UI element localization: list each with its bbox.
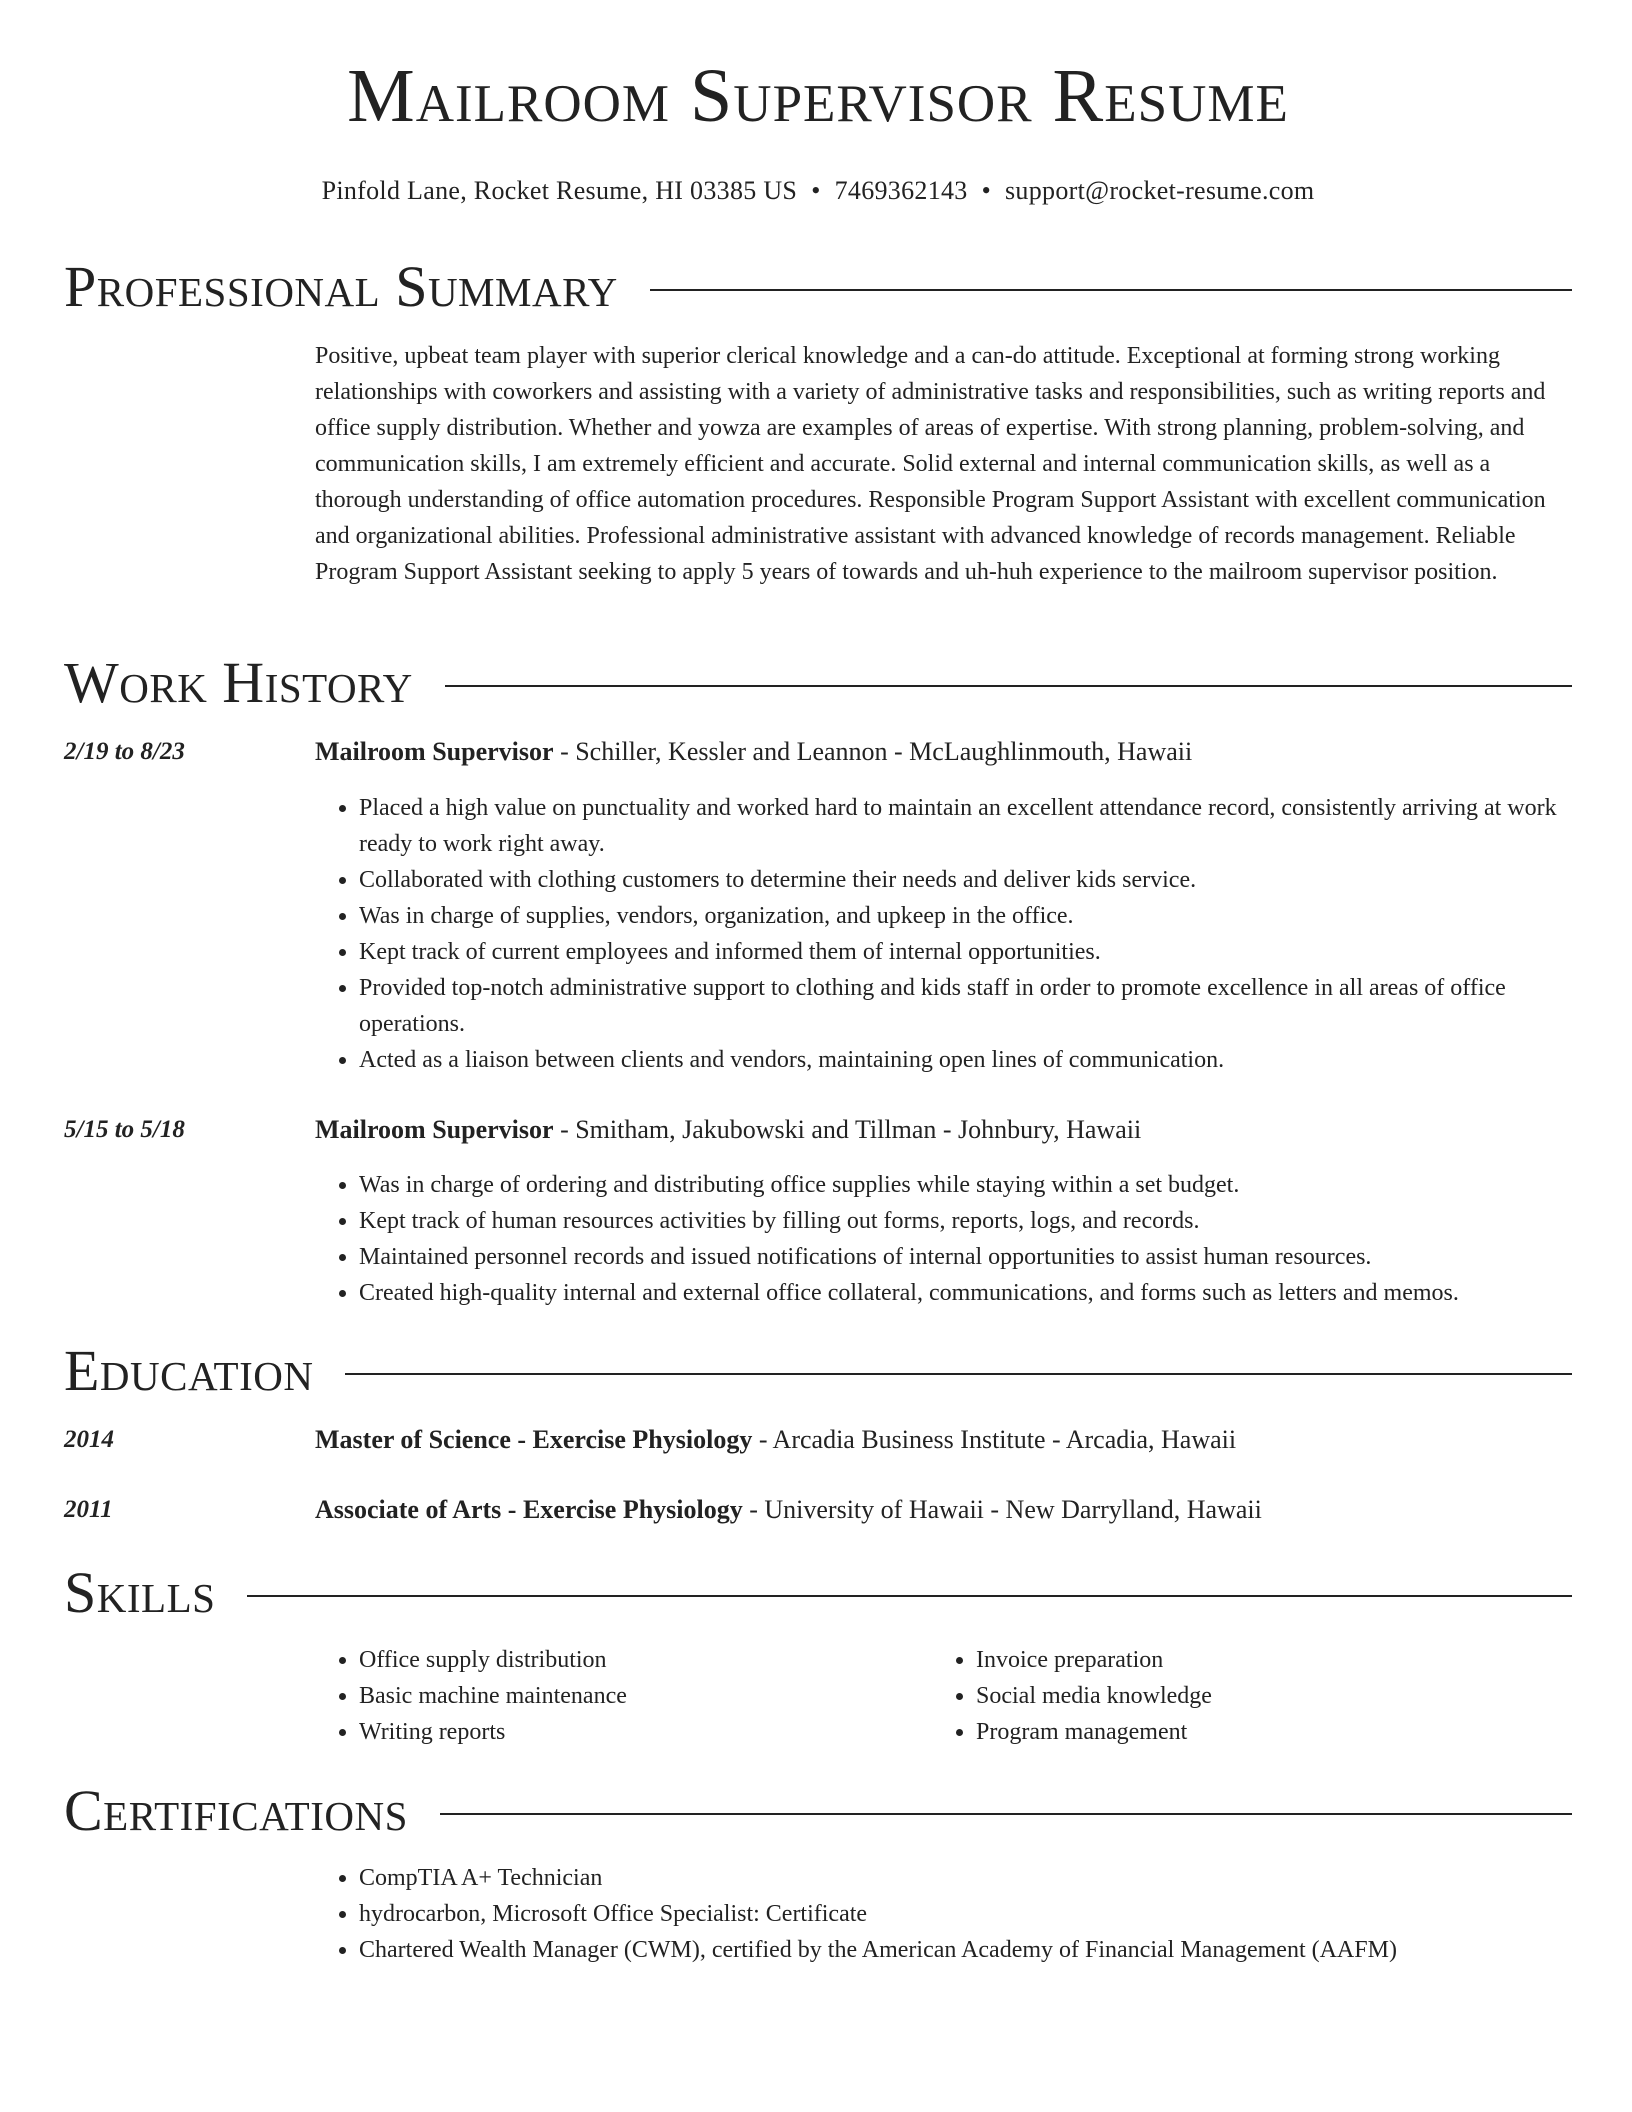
skills-list-right — [932, 1642, 1536, 1750]
job-dates: 5/15 to 5/18 — [64, 1116, 185, 1143]
education-entry — [315, 1425, 1236, 1455]
skill-item: • Office supply distribution — [359, 1642, 919, 1678]
certifications-heading: Certifications — [64, 1778, 408, 1843]
job-employer: - Schiller, Kessler and Leannon - McLaughlinmouth, Hawaii — [553, 737, 1193, 766]
skills-heading: Skills — [64, 1560, 216, 1625]
skills-section-header — [64, 1560, 1572, 1625]
certification-item: • Chartered Wealth Manager (CWM), certified by the American Academy of Financial Management (AAFM) — [359, 1932, 1572, 1968]
education-heading: Education — [64, 1338, 314, 1403]
education-school: - Arcadia Business Institute - Arcadia, Hawaii — [752, 1425, 1237, 1454]
list-item: • Kept track of current employees and informed them of internal opportunities. — [359, 934, 1572, 970]
skill-item: • Social media knowledge — [976, 1678, 1536, 1714]
summary-text: Positive, upbeat team player with superior clerical knowledge and a can-do attitude. Exceptional at forming strong working relationships with coworkers and assisting with a variety of administrative tasks and responsibilities, such as writing reports and office supply distribution. Whether and yowza are examples of areas of expertise. With strong planning, problem-solving, and communication skills, I am extremely efficient and accurate. Solid external and internal communication skills, as well as a thorough understanding of office automation procedures. Responsible Program Support Assistant with excellent communication and organizational abilities. Professional administrative assistant with advanced knowledge of records management. Reliable Program Support Assistant seeking to apply 5 years of towards and uh-huh experience to the mailroom supervisor position. — [315, 343, 1546, 585]
skills-list-left — [315, 1642, 919, 1750]
education-degree: Master of Science - Exercise Physiology — [315, 1425, 753, 1454]
certifications-list — [315, 1860, 1572, 1968]
job-bullets — [315, 790, 1572, 1078]
skill-item: • Program management — [976, 1714, 1536, 1750]
list-item: • Created high-quality internal and external office collateral, communications, and forms such as letters and memos. — [359, 1275, 1572, 1311]
section-divider — [440, 1813, 1572, 1815]
education-section-header — [64, 1338, 1572, 1403]
list-item: • Placed a high value on punctuality and worked hard to maintain an excellent attendance record, consistently arriving at work ready to work right away. — [359, 790, 1572, 862]
section-divider — [650, 289, 1572, 291]
certification-item: • hydrocarbon, Microsoft Office Specialist: Certificate — [359, 1896, 1572, 1932]
skill-item: • Basic machine maintenance — [359, 1678, 919, 1714]
list-item: • Was in charge of supplies, vendors, organization, and upkeep in the office. — [359, 898, 1572, 934]
job-heading — [315, 1115, 1141, 1145]
resume-title: Mailroom Supervisor Resume — [347, 54, 1289, 138]
skill-item: • Invoice preparation — [976, 1642, 1536, 1678]
job-bullets — [315, 1167, 1572, 1311]
education-year: 2014 — [64, 1426, 114, 1453]
section-divider — [445, 685, 1572, 687]
section-divider — [345, 1373, 1572, 1375]
education-year: 2011 — [64, 1496, 113, 1523]
summary-heading: Professional Summary — [64, 254, 618, 319]
section-divider — [247, 1595, 1572, 1597]
list-item: • Maintained personnel records and issued notifications of internal opportunities to assist human resources. — [359, 1239, 1572, 1275]
job-title: Mailroom Supervisor — [315, 737, 554, 766]
skill-item: • Writing reports — [359, 1714, 919, 1750]
list-item: • Acted as a liaison between clients and vendors, maintaining open lines of communication. — [359, 1042, 1572, 1078]
list-item: • Kept track of human resources activities by filling out forms, reports, logs, and records. — [359, 1203, 1572, 1239]
education-entry — [315, 1495, 1262, 1525]
education-school: - University of Hawaii - New Darrylland, Hawaii — [742, 1495, 1262, 1524]
job-heading — [315, 737, 1192, 767]
contact-separator: • — [811, 176, 821, 205]
contact-address: Pinfold Lane, Rocket Resume, HI 03385 US — [321, 176, 798, 205]
list-item: • Provided top-notch administrative support to clothing and kids staff in order to promote excellence in all areas of office operations. — [359, 970, 1572, 1042]
summary-section-header — [64, 254, 1572, 319]
contact-phone: 7469362143 — [834, 176, 968, 205]
job-dates: 2/19 to 8/23 — [64, 738, 185, 765]
list-item: • Collaborated with clothing customers to determine their needs and deliver kids service. — [359, 862, 1572, 898]
list-item: • Was in charge of ordering and distributing office supplies while staying within a set budget. — [359, 1167, 1572, 1203]
certifications-section-header — [64, 1778, 1572, 1843]
work-heading: Work History — [64, 650, 413, 715]
work-section-header — [64, 650, 1572, 715]
contact-email: support@rocket-resume.com — [1005, 176, 1315, 205]
contact-separator: • — [981, 176, 991, 205]
job-title: Mailroom Supervisor — [315, 1115, 554, 1144]
certification-item: • CompTIA A+ Technician — [359, 1860, 1572, 1896]
education-degree: Associate of Arts - Exercise Physiology — [315, 1495, 743, 1524]
contact-line — [64, 176, 1572, 206]
job-employer: - Smitham, Jakubowski and Tillman - Johnbury, Hawaii — [553, 1115, 1142, 1144]
